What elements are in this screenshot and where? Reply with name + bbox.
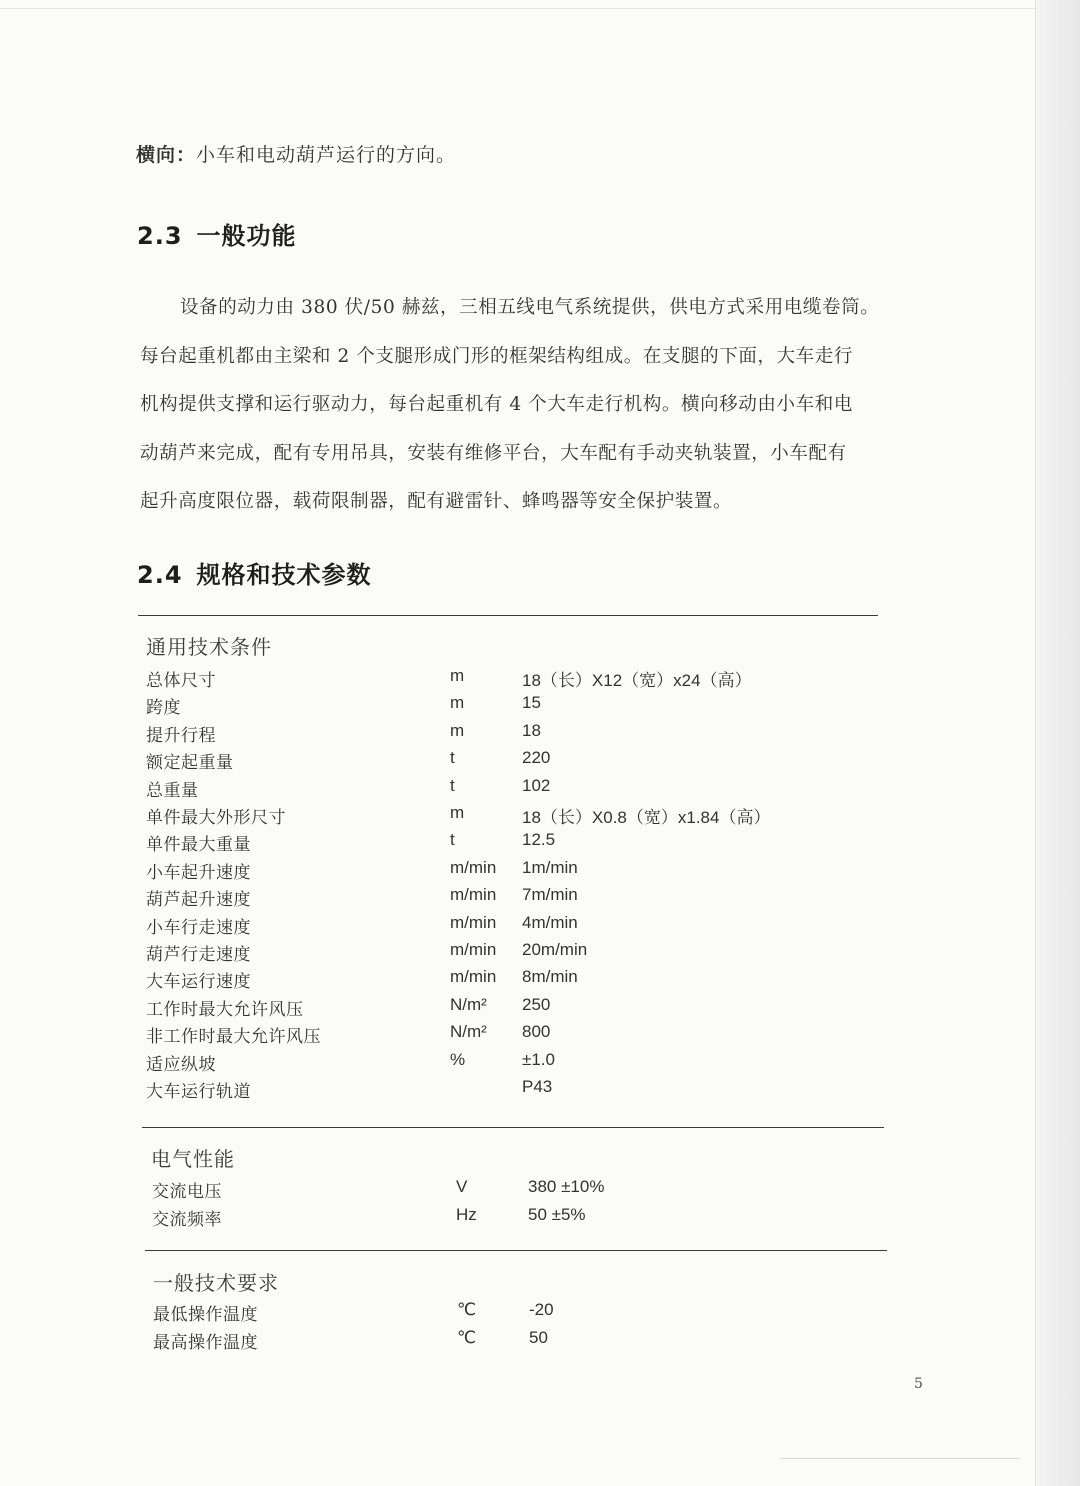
paragraph-line: 动葫芦来完成，配有专用吊具，安装有维修平台，大车配有手动夹轨装置，小车配有 <box>140 442 847 464</box>
spec-unit: m <box>450 720 465 740</box>
spec-unit: t <box>450 775 455 795</box>
spec-name: 大车运行速度 <box>146 972 251 993</box>
spec-unit: ℃ <box>457 1300 477 1319</box>
spec-name: 总重量 <box>146 780 199 801</box>
spec-value: 20m/min <box>522 940 588 959</box>
spec-name: 总体尺寸 <box>146 671 216 691</box>
spec-value: 380 ±10% <box>528 1177 605 1196</box>
spec-unit: m/min <box>450 940 497 959</box>
spec-value: ±1.0 <box>522 1049 555 1069</box>
spec-unit: m <box>450 666 465 685</box>
spec-unit: t <box>450 748 455 768</box>
section-title: 一般功能 <box>196 222 297 250</box>
spec-value: 7m/min <box>522 885 578 905</box>
spec-name: 额定起重量 <box>146 753 234 774</box>
spec-name: 最低操作温度 <box>153 1305 258 1325</box>
spec-unit: m/min <box>450 967 497 987</box>
spec-name: 大车运行轨道 <box>146 1082 251 1102</box>
spec-unit: m <box>450 693 465 713</box>
spec-name: 适应纵坡 <box>146 1054 216 1075</box>
section-heading-2-3 <box>137 216 297 251</box>
table-rule <box>138 615 878 616</box>
spec-name: 交流频率 <box>152 1209 222 1230</box>
spec-value: 18 <box>522 720 541 740</box>
spec-value: 12.5 <box>522 830 556 850</box>
intro-text: 小车和电动葫芦运行的方向。 <box>196 144 457 166</box>
spec-name: 工作时最大允许风压 <box>146 999 304 1020</box>
spec-value: 50 <box>529 1328 548 1347</box>
spec-name: 提升行程 <box>146 725 216 746</box>
spec-unit: ℃ <box>457 1328 477 1347</box>
spec-unit: N/m² <box>450 994 487 1014</box>
spec-value: -20 <box>529 1300 554 1319</box>
group-title-general-requirements: 一般技术要求 <box>153 1271 279 1295</box>
spec-unit: % <box>450 1049 466 1069</box>
scan-bottom-edge <box>780 1458 1020 1459</box>
spec-name: 单件最大重量 <box>146 835 251 856</box>
section-title: 规格和技术参数 <box>196 561 372 589</box>
spec-value: P43 <box>522 1077 553 1096</box>
spec-unit: t <box>450 830 455 850</box>
spec-unit: m <box>450 803 465 822</box>
spec-value: 18（长）X0.8（宽）x1.84（高） <box>522 808 771 827</box>
group-title-electrical: 电气性能 <box>151 1147 235 1171</box>
spec-name: 小车起升速度 <box>146 862 251 883</box>
spec-value: 4m/min <box>522 912 578 932</box>
spec-name: 单件最大外形尺寸 <box>146 808 286 828</box>
intro-term: 横向： <box>136 144 197 166</box>
spec-name: 葫芦行走速度 <box>146 945 251 965</box>
spec-unit: Hz <box>456 1204 477 1224</box>
spec-name: 非工作时最大允许风压 <box>146 1027 321 1048</box>
spec-value: 15 <box>522 693 541 713</box>
paragraph-line: 每台起重机都由主梁和 2 个支腿形成门形的框架结构组成。在支腿的下面，大车走行 <box>140 345 853 367</box>
paragraph-line: 设备的动力由 380 伏/50 赫兹，三相五线电气系统提供，供电方式采用电缆卷筒。 <box>180 297 880 318</box>
spec-name: 小车行走速度 <box>146 917 251 938</box>
spec-value: 250 <box>522 994 551 1014</box>
spec-value: 50 ±5% <box>528 1204 586 1224</box>
spec-name: 葫芦起升速度 <box>146 890 251 911</box>
group-title-general: 通用技术条件 <box>146 635 272 659</box>
section-number: 2.4 <box>137 561 183 589</box>
spec-unit: m/min <box>450 857 497 877</box>
general-function-paragraph <box>140 284 910 527</box>
table-rule <box>145 1250 887 1251</box>
spec-name: 跨度 <box>146 698 181 719</box>
scan-top-edge <box>0 8 1036 9</box>
spec-unit: V <box>456 1177 468 1196</box>
section-heading-2-4 <box>137 555 372 590</box>
spec-value: 220 <box>522 748 551 768</box>
paragraph-line: 起升高度限位器，载荷限制器，配有避雷针、蜂鸣器等安全保护装置。 <box>140 491 733 512</box>
spec-value: 1m/min <box>522 857 578 877</box>
table-rule <box>142 1127 884 1128</box>
spec-unit: N/m² <box>450 1022 487 1042</box>
spec-value: 18（长）X12（宽）x24（高） <box>522 671 752 690</box>
spec-unit: m/min <box>450 912 497 932</box>
intro-line <box>136 140 456 167</box>
spec-unit: m/min <box>450 885 497 905</box>
paragraph-line: 机构提供支撑和运行驱动力，每台起重机有 4 个大车走行机构。横向移动由小车和电 <box>140 394 853 415</box>
page-number: 5 <box>914 1376 923 1392</box>
spec-name: 交流电压 <box>152 1182 222 1202</box>
spec-value: 8m/min <box>522 967 578 987</box>
spec-name: 最高操作温度 <box>153 1333 258 1353</box>
spec-value: 102 <box>522 775 551 795</box>
spec-value: 800 <box>522 1022 551 1042</box>
section-number: 2.3 <box>137 222 183 250</box>
scan-right-edge <box>1035 0 1080 1486</box>
